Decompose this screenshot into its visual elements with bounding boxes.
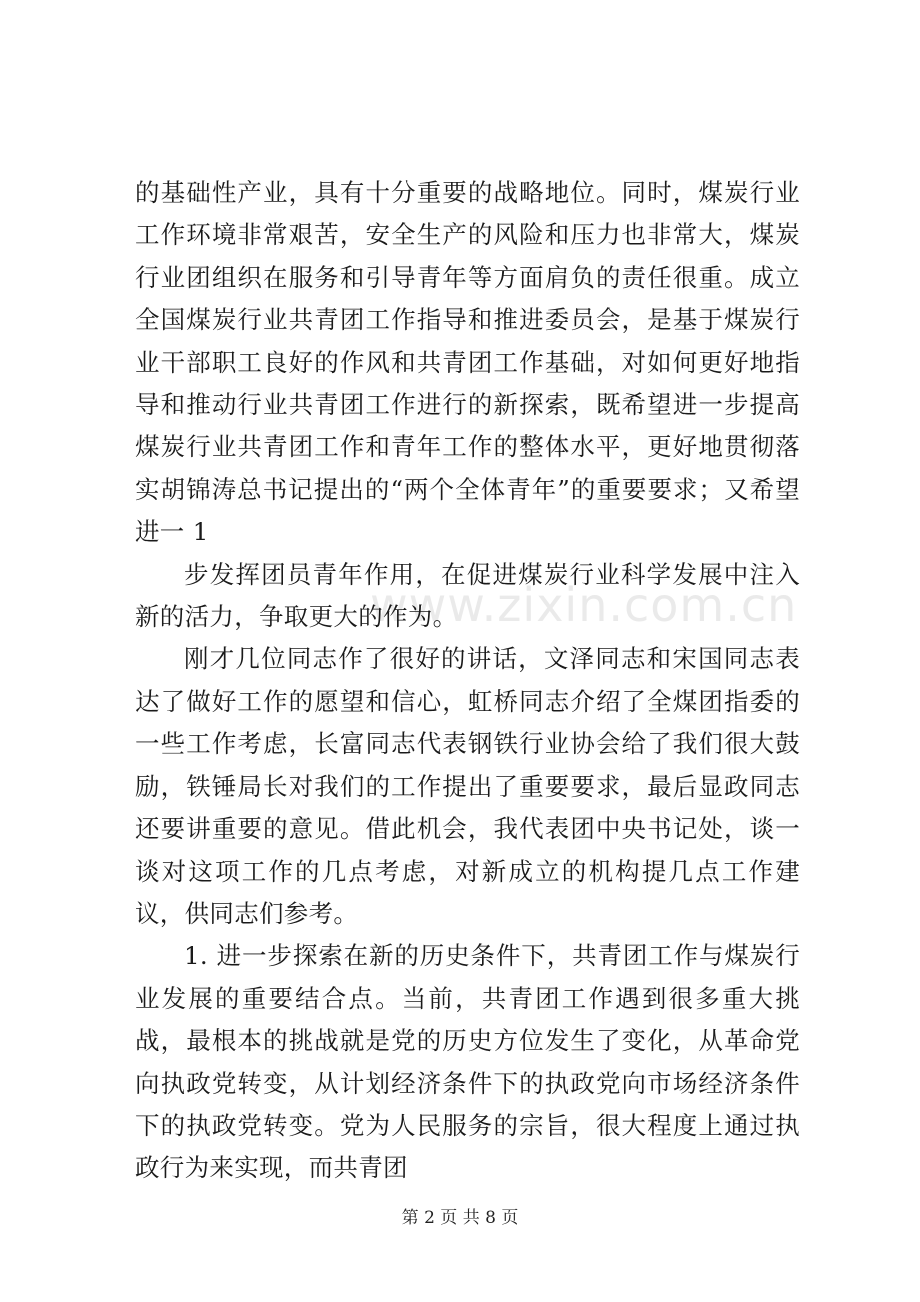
paragraph-2: 步发挥团员青年作用，在促进煤炭行业科学发展中注入新的活力，争取更大的作为。 (135, 559, 800, 632)
paragraph-4: 1. 进一步探索在新的历史条件下，共青团工作与煤炭行业发展的重要结合点。当前，共青团工作遇到很多重大挑战，最根本的挑战就是党的历史方位发生了变化，从革命党向执政党转变，从计划经济条件下的执政党向市场经济条件下的执政党转变。党为人民服务的宗旨，很大程度上通过执政行为来实现，而共青团 (135, 941, 800, 1183)
document-body (135, 172, 800, 1190)
page-footer: 第 2 页 共 8 页 (401, 1208, 519, 1228)
paragraph-3: 刚才几位同志作了很好的讲话，文泽同志和宋国同志表达了做好工作的愿望和信心，虹桥同志介绍了全煤团指委的一些工作考虑，长富同志代表钢铁行业协会给了我们很大鼓励，铁锤局长对我们的工作提出了重要要求，最后显政同志还要讲重要的意见。借此机会，我代表团中央书记处，谈一谈对这项工作的几点考虑，对新成立的机构提几点工作建议，供同志们参考。 (135, 644, 800, 928)
paragraph-1: 的基础性产业，具有十分重要的战略地位。同时，煤炭行业工作环境非常艰苦，安全生产的风险和压力也非常大，煤炭行业团组织在服务和引导青年等方面肩负的责任很重。成立全国煤炭行业共青团工作指导和推进委员会，是基于煤炭行业干部职工良好的作风和共青团工作基础，对如何更好地指导和推动行业共青团工作进行的新探索，既希望进一步提高煤炭行业共青团工作和青年工作的整体水平，更好地贯彻落实胡锦涛总书记提出的“两个全体青年”的重要要求；又希望进一 1 (135, 178, 800, 547)
watermark: www.zixin.com.cn (370, 578, 798, 632)
